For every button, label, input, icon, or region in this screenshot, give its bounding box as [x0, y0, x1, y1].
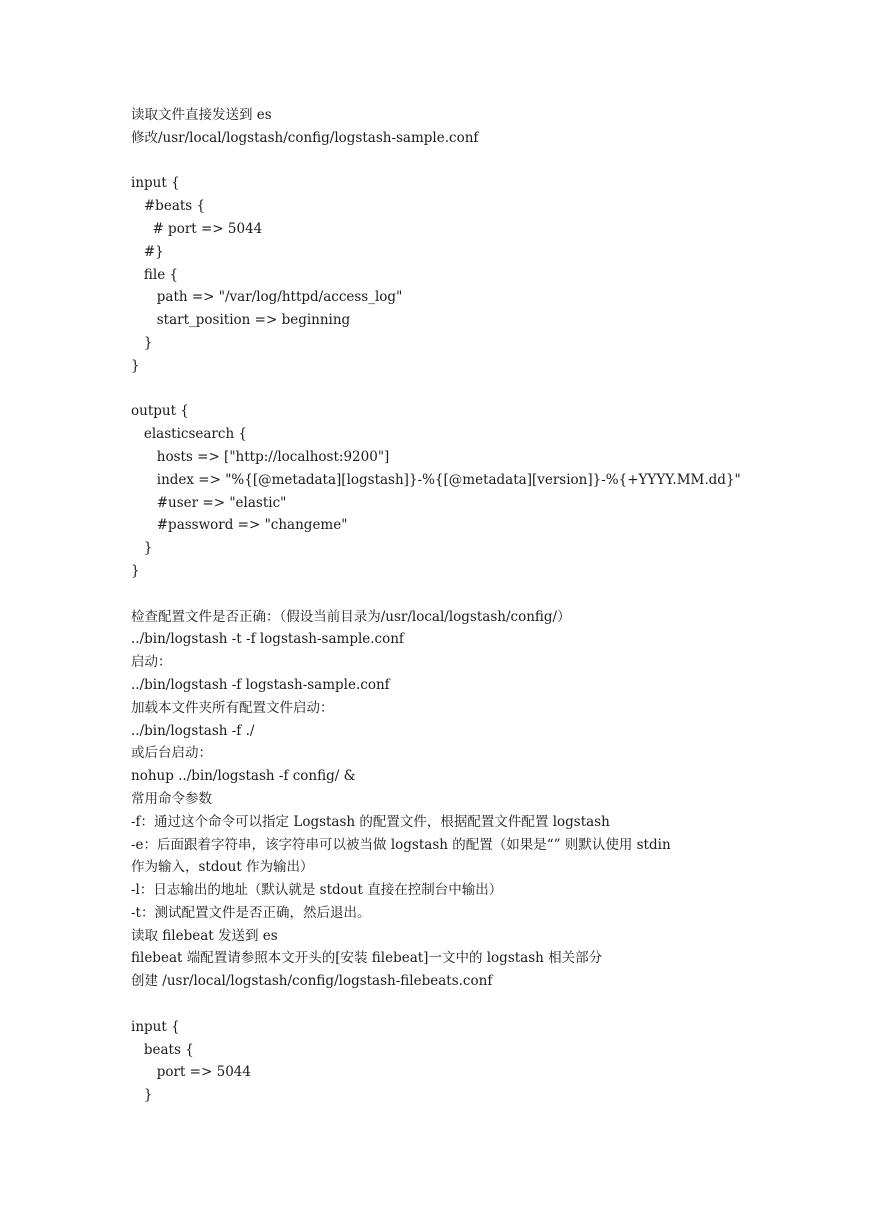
command-line: nohup ../bin/logstash -f config/ &: [131, 768, 356, 785]
code-line: input {: [131, 175, 180, 192]
text-line: 读取 filebeat 发送到 es: [131, 927, 278, 944]
param-line: 作为输入，stdout 作为输出）: [131, 859, 314, 876]
command-line: ../bin/logstash -f logstash-sample.conf: [131, 676, 390, 693]
code-line: path => "/var/log/httpd/access_log": [131, 289, 403, 306]
blank-line: [131, 378, 851, 401]
code-line: # port => 5044: [131, 220, 263, 237]
code-line: output {: [131, 403, 189, 420]
text-line: 或后台启动：: [131, 745, 212, 762]
blank-line: [131, 993, 851, 1016]
text-line: 启动：: [131, 654, 172, 671]
param-line: -e：后面跟着字符串，该字符串可以被当做 logstash 的配置（如果是“” 则默认使用 stdin: [131, 836, 671, 853]
code-line: start_position => beginning: [131, 312, 351, 329]
blank-line: [131, 583, 851, 606]
code-line: #user => "elastic": [131, 494, 287, 511]
blank-line: [131, 150, 851, 173]
code-line: hosts => ["http://localhost:9200"]: [131, 448, 390, 465]
code-line: }: [131, 1087, 153, 1104]
code-line: port => 5044: [131, 1064, 251, 1081]
code-line: index => "%{[@metadata][logstash]}-%{[@metadata][version]}-%{+YYYY.MM.dd}": [131, 471, 741, 488]
code-line: elasticsearch {: [131, 426, 248, 443]
code-line: input {: [131, 1018, 180, 1035]
code-line: file {: [131, 266, 179, 283]
code-line: }: [131, 357, 140, 374]
command-line: ../bin/logstash -f ./: [131, 722, 255, 739]
param-line: -t：测试配置文件是否正确，然后退出。: [131, 904, 371, 921]
code-line: #}: [131, 243, 164, 260]
text-line: 创建 /usr/local/logstash/config/logstash-filebeats.conf: [131, 973, 493, 990]
text-line: filebeat 端配置请参照本文开头的[安装 filebeat]一文中的 logstash 相关部分: [131, 950, 603, 967]
code-line: }: [131, 562, 140, 579]
code-line: }: [131, 334, 153, 351]
code-line: }: [131, 540, 153, 557]
document-body: [131, 104, 851, 1107]
command-line: ../bin/logstash -t -f logstash-sample.conf: [131, 631, 404, 648]
section-heading: 常用命令参数: [131, 790, 212, 807]
text-line: 修改/usr/local/logstash/config/logstash-sample.conf: [131, 129, 479, 146]
code-line: beats {: [131, 1041, 194, 1058]
param-line: -l：日志输出的地址（默认就是 stdout 直接在控制台中输出）: [131, 882, 503, 899]
code-line: #password => "changeme": [131, 517, 348, 534]
text-line: 读取文件直接发送到 es: [131, 107, 272, 123]
code-line: #beats {: [131, 198, 206, 215]
param-line: -f：通过这个命令可以指定 Logstash 的配置文件，根据配置文件配置 logstash: [131, 813, 610, 830]
text-line: 加载本文件夹所有配置文件启动：: [131, 699, 334, 716]
text-line: 检查配置文件是否正确：（假设当前目录为/usr/local/logstash/config/）: [131, 608, 571, 625]
